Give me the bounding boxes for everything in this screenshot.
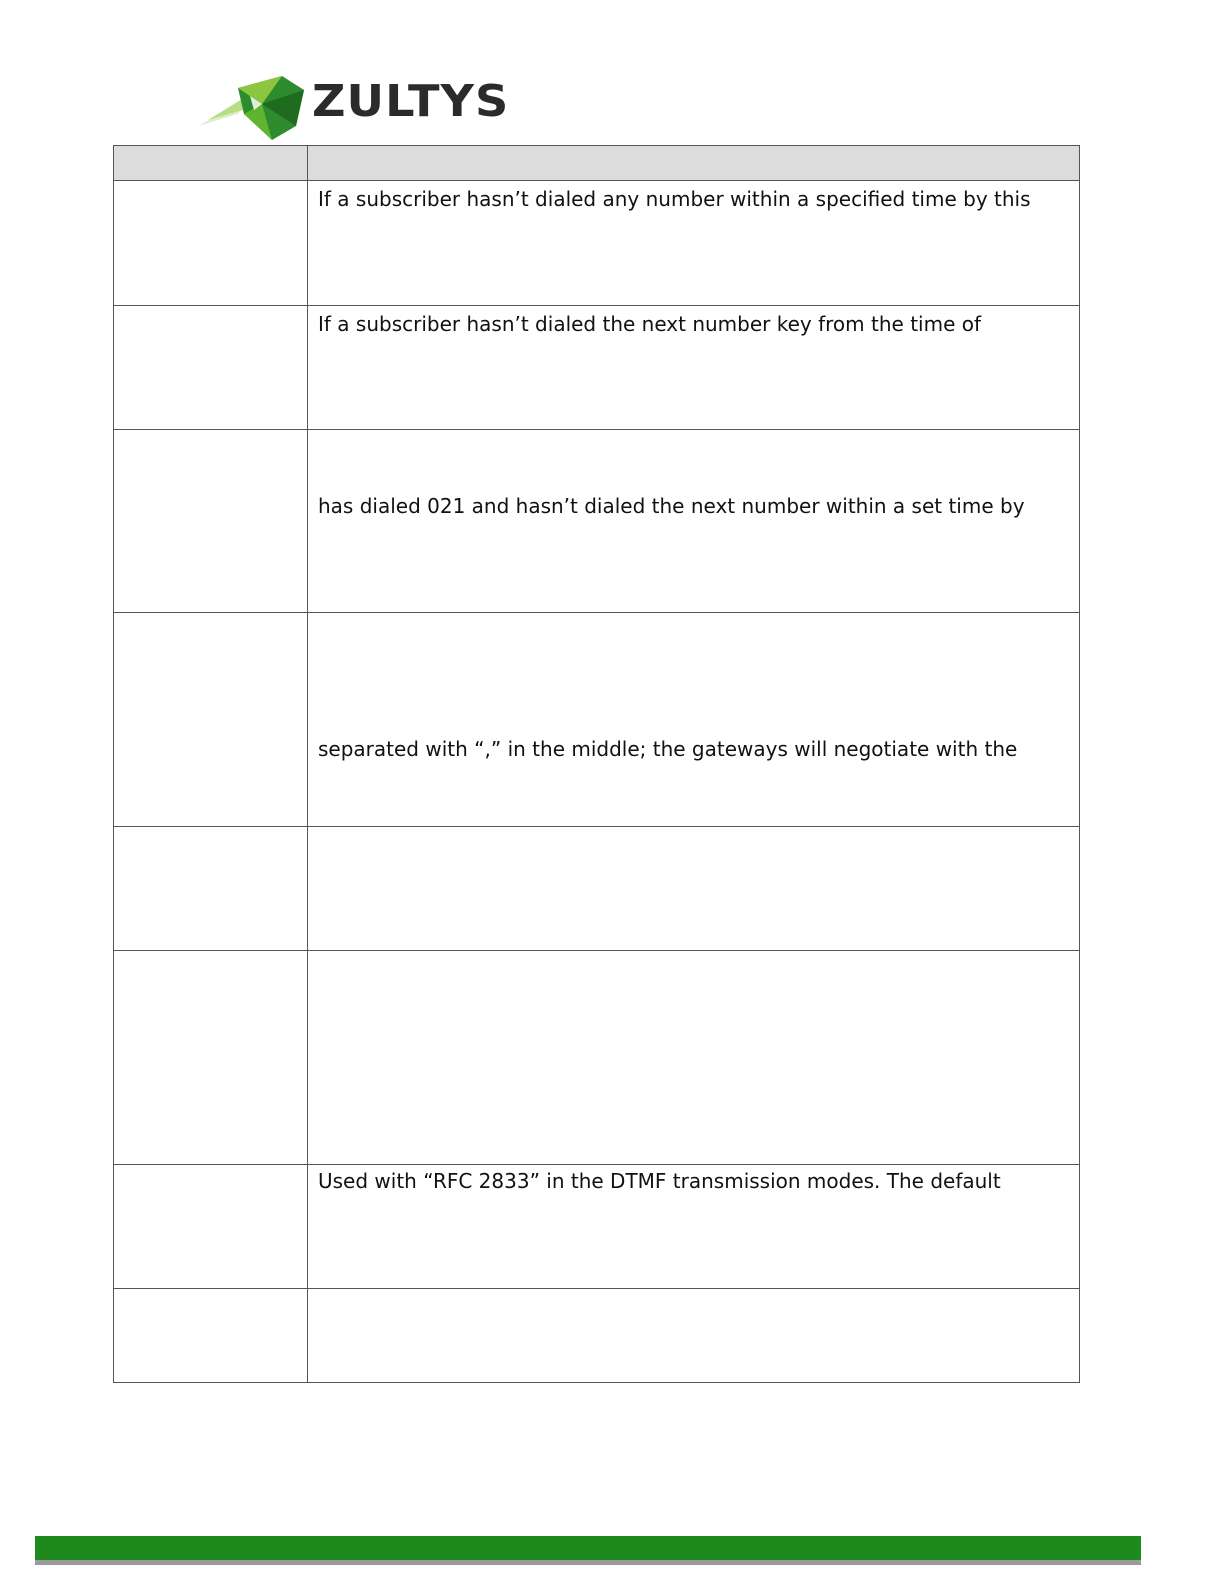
footer-divider <box>35 1560 1141 1565</box>
parameter-name-cell <box>114 951 308 1165</box>
parameter-name-cell <box>114 613 308 827</box>
table-row <box>114 430 1080 613</box>
table-header-row <box>114 146 1080 181</box>
parameter-description-cell <box>308 306 1080 430</box>
parameter-description-cell <box>308 1289 1080 1383</box>
table-row <box>114 951 1080 1165</box>
description-text: If a subscriber hasn’t dialed any number within a specified time by this <box>318 187 1031 211</box>
table-header-cell <box>114 146 308 181</box>
table-row <box>114 827 1080 951</box>
description-text: If a subscriber hasn’t dialed the next number key from the time of <box>318 312 982 336</box>
table-row <box>114 1289 1080 1383</box>
parameter-name-cell <box>114 430 308 613</box>
parameter-description-cell <box>308 430 1080 613</box>
zultys-logo <box>198 74 518 144</box>
parameter-name-cell <box>114 306 308 430</box>
parameter-table <box>113 145 1080 1383</box>
parameter-name-cell <box>114 827 308 951</box>
footer-green-bar <box>35 1536 1141 1560</box>
parameter-description-cell <box>308 827 1080 951</box>
parameter-description-cell <box>308 613 1080 827</box>
table-row <box>114 181 1080 306</box>
parameter-description-cell <box>308 1165 1080 1289</box>
parameter-description-cell <box>308 951 1080 1165</box>
table-row <box>114 306 1080 430</box>
parameter-description-cell <box>308 181 1080 306</box>
parameter-name-cell <box>114 1165 308 1289</box>
description-text: separated with “,” in the middle; the gateways will negotiate with the <box>318 737 1018 761</box>
logo-wordmark: ZULTYS <box>312 76 510 127</box>
description-text: has dialed 021 and hasn’t dialed the next number within a set time by <box>318 494 1025 518</box>
parameter-name-cell <box>114 181 308 306</box>
table-row <box>114 613 1080 827</box>
parameter-name-cell <box>114 1289 308 1383</box>
description-text: Used with “RFC 2833” in the DTMF transmission modes. The default <box>318 1169 1001 1193</box>
table-header-cell <box>308 146 1080 181</box>
zultys-logo-mark-icon <box>198 74 318 144</box>
table-row <box>114 1165 1080 1289</box>
